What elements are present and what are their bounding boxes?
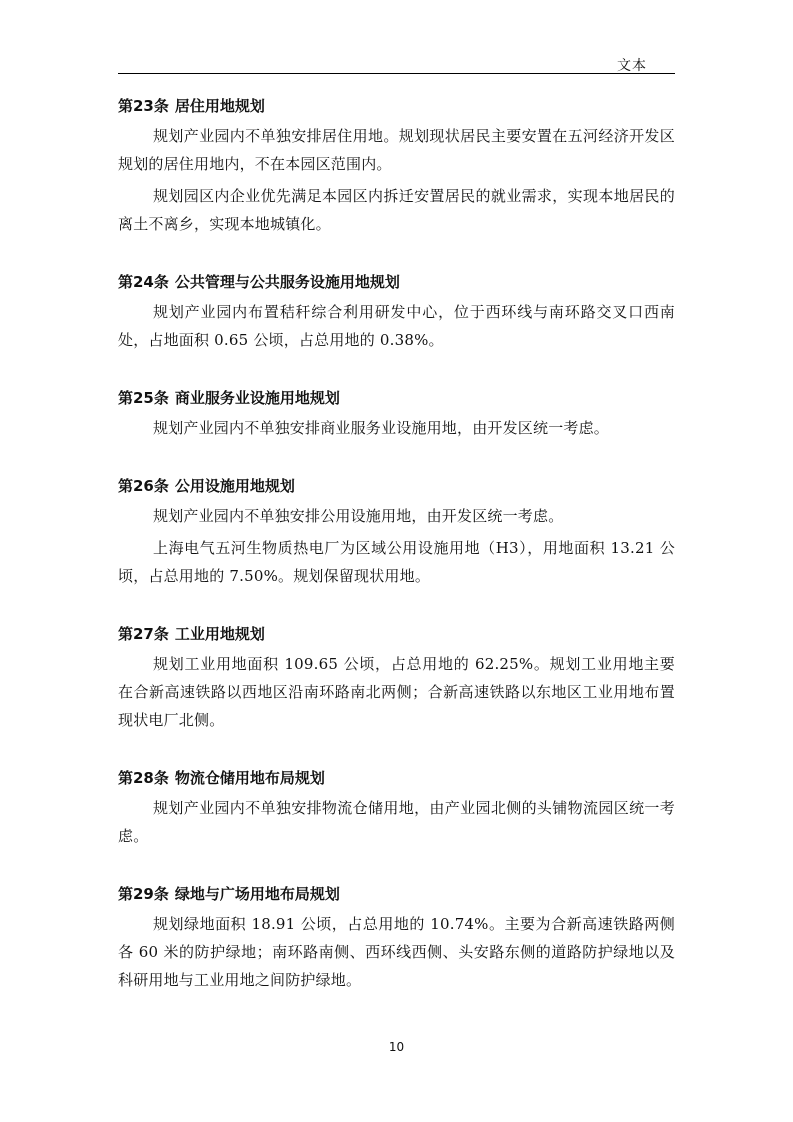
article-paragraph: 规划园区内企业优先满足本园区内拆迁安置居民的就业需求，实现本地居民的离土不离乡，实现本地城镇化。 — [118, 187, 675, 233]
article-heading — [118, 92, 675, 120]
page-number: 10 — [388, 1040, 405, 1054]
article-heading — [118, 620, 675, 648]
article-title: 公用设施用地规划 — [174, 477, 295, 495]
article-section — [118, 472, 675, 590]
article-section — [118, 620, 675, 734]
article-title: 居住用地规划 — [174, 97, 265, 115]
article-heading — [118, 384, 675, 412]
article-number: 第23条 — [118, 97, 169, 115]
article-title: 公共管理与公共服务设施用地规划 — [174, 273, 400, 291]
article-number: 第24条 — [118, 273, 169, 291]
article-paragraph: 规划产业园内不单独安排物流仓储用地，由产业园北侧的头铺物流园区统一考虑。 — [118, 799, 675, 845]
article-paragraph: 上海电气五河生物质热电厂为区域公用设施用地（H3），用地面积 13.21 公顷，占总用地的 7.50%。规划保留现状用地。 — [118, 539, 675, 585]
document-body — [118, 92, 675, 1024]
article-paragraph: 规划产业园内不单独安排公用设施用地，由开发区统一考虑。 — [153, 507, 564, 525]
article-section — [118, 268, 675, 354]
article-section — [118, 384, 675, 442]
article-title: 绿地与广场用地布局规划 — [174, 885, 340, 903]
article-section — [118, 764, 675, 850]
article-number: 第27条 — [118, 625, 169, 643]
article-heading — [118, 472, 675, 500]
article-title: 商业服务业设施用地规划 — [174, 389, 340, 407]
article-heading — [118, 880, 675, 908]
article-heading — [118, 268, 675, 296]
article-number: 第28条 — [118, 769, 169, 787]
article-section — [118, 880, 675, 994]
article-paragraph: 规划产业园内不单独安排居住用地。规划现状居民主要安置在五河经济开发区规划的居住用地内，不在本园区范围内。 — [118, 127, 675, 173]
article-number: 第29条 — [118, 885, 169, 903]
article-number: 第26条 — [118, 477, 169, 495]
header-label: 文本 — [617, 58, 647, 74]
article-title: 物流仓储用地布局规划 — [174, 769, 325, 787]
article-paragraph: 规划产业园内不单独安排商业服务业设施用地，由开发区统一考虑。 — [153, 419, 610, 437]
article-title: 工业用地规划 — [174, 625, 265, 643]
article-section — [118, 92, 675, 238]
header-divider — [118, 73, 675, 74]
article-paragraph: 规划产业园内布置秸秆综合利用研发中心，位于西环线与南环路交叉口西南处，占地面积 0.65 公顷，占总用地的 0.38%。 — [118, 303, 675, 349]
article-number: 第25条 — [118, 389, 169, 407]
article-paragraph: 规划绿地面积 18.91 公顷，占总用地的 10.74%。主要为合新高速铁路两侧各 60 米的防护绿地；南环路南侧、西环线西侧、头安路东侧的道路防护绿地以及科研用地与工业用地之间防护绿地。 — [118, 915, 675, 989]
article-heading — [118, 764, 675, 792]
article-paragraph: 规划工业用地面积 109.65 公顷，占总用地的 62.25%。规划工业用地主要在合新高速铁路以西地区沿南环路南北两侧；合新高速铁路以东地区工业用地布置现状电厂北侧。 — [118, 655, 675, 729]
